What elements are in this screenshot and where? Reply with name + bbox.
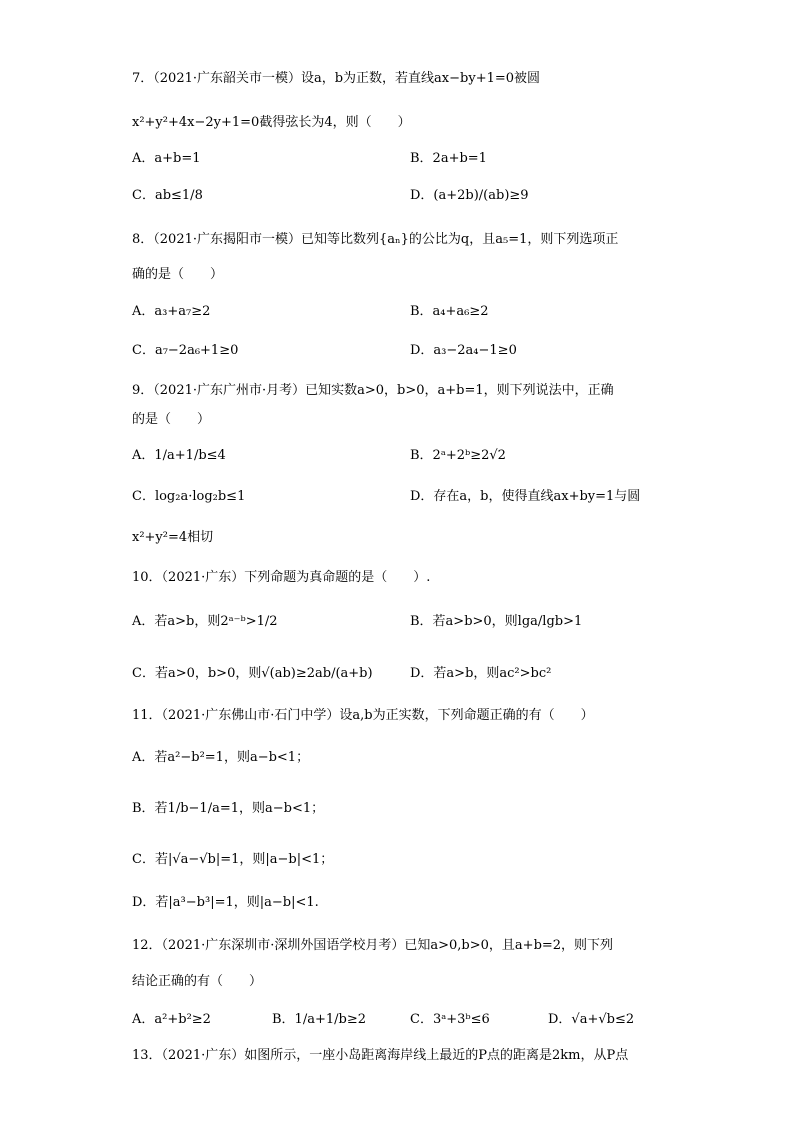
q11-option-d: D．若|a³−b³|=1，则|a−b|<1.: [132, 895, 319, 910]
q8-option-a: A．a₃+a₇≥2: [132, 304, 211, 319]
q10-option-a: A．若a>b，则2ᵃ⁻ᵇ>1/2: [132, 614, 278, 629]
q8-option-c: C．a₇−2a₆+1≥0: [132, 343, 239, 358]
q8-stem-line1: 8．（2021·广东揭阳市一模）已知等比数列{aₙ}的公比为q，且a₅=1，则下列选项正: [132, 232, 619, 247]
q7-option-a: A．a+b=1: [132, 151, 201, 166]
q10-option-c: C．若a>0，b>0，则√(ab)≥2ab/(a+b): [132, 666, 373, 681]
q12-stem-line1: 12．（2021·广东深圳市·深圳外国语学校月考）已知a>0,b>0，且a+b=2，则下列: [132, 938, 614, 953]
q9-stem-line1: 9．（2021·广东广州市·月考）已知实数a>0，b>0，a+b=1，则下列说法中，正确: [132, 383, 614, 398]
q11-stem: 11．（2021·广东佛山市·石门中学）设a,b为正实数，下列命题正确的有（ ）: [132, 708, 594, 723]
q9-option-a: A．1/a+1/b≤4: [132, 448, 226, 463]
q7-stem-line2: x²+y²+4x−2y+1=0截得弦长为4，则（ ）: [132, 115, 411, 130]
q12-option-b: B．1/a+1/b≥2: [272, 1012, 366, 1027]
q13-stem: 13．（2021·广东）如图所示，一座小岛距离海岸线上最近的P点的距离是2km，从P点: [132, 1048, 629, 1063]
q10-option-b: B．若a>b>0，则lga/lgb>1: [410, 614, 583, 629]
q9-option-d-line1: D．存在a，b，使得直线ax+by=1与圆: [410, 489, 641, 504]
q9-stem-line2: 的是（ ）: [132, 412, 211, 427]
q12-option-d: D．√a+√b≤2: [548, 1012, 635, 1027]
q11-option-a: A．若a²−b²=1，则a−b<1；: [132, 750, 310, 765]
q10-option-d: D．若a>b，则ac²>bc²: [410, 666, 552, 681]
q9-option-c: C．log₂a·log₂b≤1: [132, 489, 246, 504]
q7-option-c: C．ab≤1/8: [132, 188, 203, 203]
q12-stem-line2: 结论正确的有（ ）: [132, 974, 263, 989]
q9-option-d-line2: x²+y²=4相切: [132, 530, 214, 545]
q12-option-a: A．a²+b²≥2: [132, 1012, 211, 1027]
q8-option-d: D．a₃−2a₄−1≥0: [410, 343, 517, 358]
q11-option-b: B．若1/b−1/a=1，则a−b<1；: [132, 801, 325, 816]
q7-stem-line1: 7．（2021·广东韶关市一模）设a，b为正数，若直线ax−by+1=0被圆: [132, 71, 541, 86]
q11-option-c: C．若|√a−√b|=1，则|a−b|<1；: [132, 852, 334, 867]
q9-option-b: B．2ᵃ+2ᵇ≥2√2: [410, 448, 506, 463]
q8-stem-line2: 确的是（ ）: [132, 267, 224, 282]
q7-option-b: B．2a+b=1: [410, 151, 487, 166]
q8-option-b: B．a₄+a₆≥2: [410, 304, 489, 319]
q10-stem: 10．（2021·广东）下列命题为真命题的是（ ）.: [132, 570, 431, 585]
q7-option-d: D．(a+2b)/(ab)≥9: [410, 188, 529, 203]
q12-option-c: C．3ᵃ+3ᵇ≤6: [410, 1012, 490, 1027]
